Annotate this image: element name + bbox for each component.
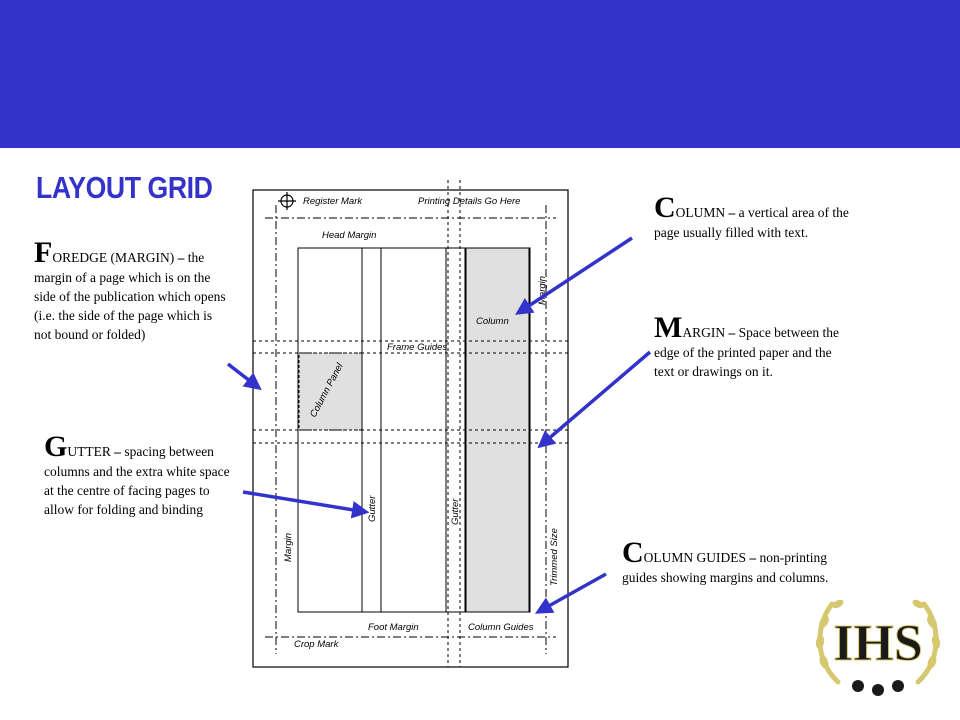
callout-separator: – [110, 444, 125, 459]
label-column: Column [476, 316, 509, 327]
label-column-panel: Column Panel [307, 361, 346, 420]
callout-text: a vertical area of the page usually filled with text. [654, 205, 849, 240]
callout-initial: C [622, 536, 644, 569]
label-trimmed-size: Trimmed Size [549, 528, 560, 586]
crest-logo [808, 582, 948, 702]
callout-initial: C [654, 191, 676, 224]
callout-text: spacing between columns and the extra white space at the centre of facing pages to allow for folding and binding [44, 444, 230, 517]
callout-text: non-printing guides showing margins and columns. [622, 550, 829, 585]
callout-text: the margin of a page which is on the side of the publication which opens (i.e. the side of the page which is not bound or folded) [34, 250, 226, 342]
label-gutter-left: Gutter [367, 495, 378, 522]
label-foot-margin: Foot Margin [368, 622, 419, 633]
callout-separator: – [725, 325, 739, 340]
label-margin-right: Margin [537, 275, 548, 305]
label-gutter-right: Gutter [450, 498, 461, 525]
callout-heading: UTTER [67, 444, 111, 459]
label-margin-left: Margin [283, 532, 294, 562]
label-crop-mark: Crop Mark [294, 639, 339, 650]
callout-initial: M [654, 311, 683, 344]
callout-heading: OLUMN GUIDES [643, 550, 747, 565]
callout-initial: F [34, 236, 53, 269]
callout-initial: G [44, 430, 68, 463]
callout-separator: – [725, 205, 739, 220]
label-register-mark: Register Mark [303, 196, 363, 207]
callout-separator: – [746, 550, 760, 565]
label-frame-guides: Frame Guides [387, 342, 448, 353]
callout-heading: OLUMN [675, 205, 726, 220]
crest-base-icon [852, 680, 904, 696]
slide-title: LAYOUT GRID [36, 170, 213, 205]
label-head-margin: Head Margin [322, 230, 377, 241]
label-column-guides: Column Guides [468, 622, 534, 633]
callout-separator: – [174, 250, 188, 265]
callout-text: Space between the edge of the printed paper and the text or drawings on it. [654, 325, 840, 379]
label-printing-details: Printing Details Go Here [418, 196, 521, 207]
callout-heading: ARGIN [682, 325, 726, 340]
logo-monogram: IHS [833, 615, 923, 672]
callout-heading: OREDGE (MARGIN) [52, 250, 175, 265]
